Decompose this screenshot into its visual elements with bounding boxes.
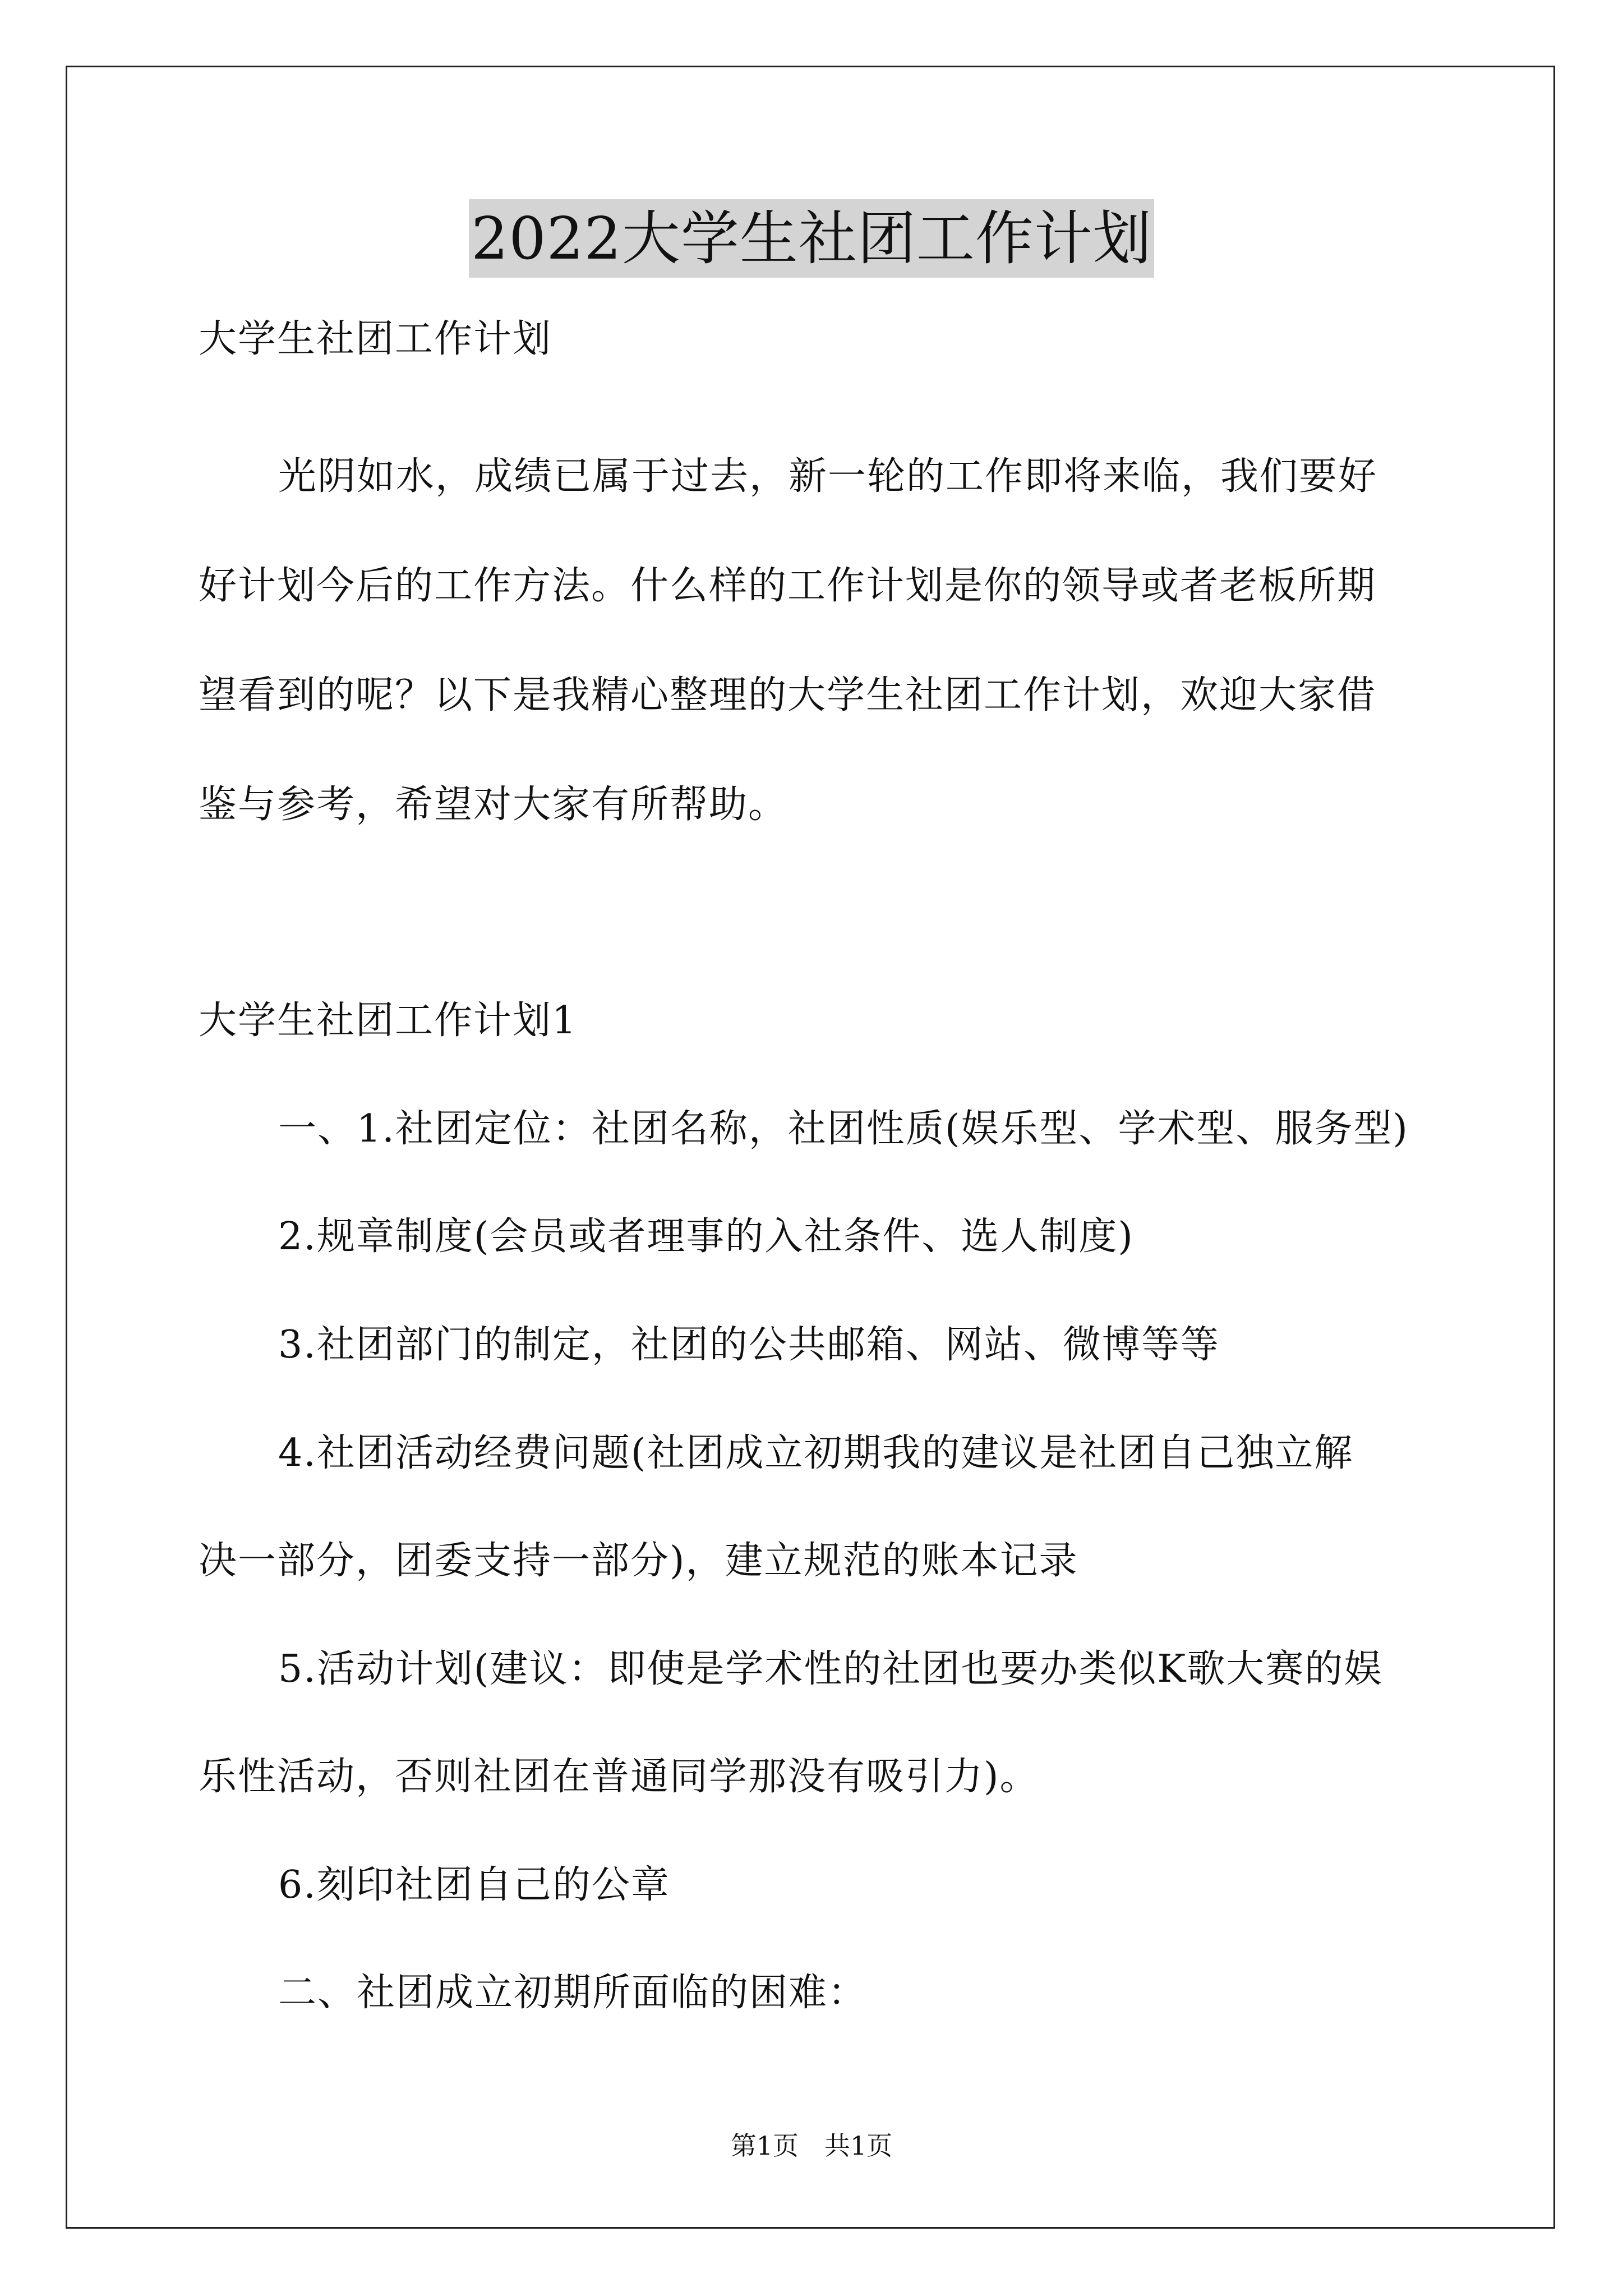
body-line: 决一部分，团委支持一部分)，建立规范的账本记录 [199, 1539, 1078, 1583]
document-title [0, 199, 1623, 278]
intro-line: 好计划今后的工作方法。什么样的工作计划是你的领导或者老板所期 [199, 564, 1377, 608]
body-line: 4.社团活动经费问题(社团成立初期我的建议是社团自己独立解 [278, 1431, 1354, 1475]
intro-line: 光阴如水，成绩已属于过去，新一轮的工作即将来临，我们要好 [278, 454, 1378, 499]
page-footer: 第1页 共1页 [730, 2131, 893, 2161]
body-line: 5.活动计划(建议：即使是学术性的社团也要办类似K歌大赛的娱 [278, 1647, 1384, 1691]
body-line: 2.规章制度(会员或者理事的入社条件、选人制度) [278, 1214, 1134, 1259]
intro-line: 望看到的呢？以下是我精心整理的大学生社团工作计划，欢迎大家借 [199, 673, 1377, 717]
body-line: 二、社团成立初期所面临的困难： [278, 1971, 868, 2015]
document-subtitle: 大学生社团工作计划 [199, 317, 552, 361]
intro-line: 鉴与参考，希望对大家有所帮助。 [199, 783, 788, 827]
section-title: 大学生社团工作计划1 [199, 999, 578, 1043]
document-title-text: 2022大学生社团工作计划 [469, 199, 1154, 278]
body-line: 3.社团部门的制定，社团的公共邮箱、网站、微博等等 [278, 1323, 1220, 1367]
body-line: 6.刻印社团自己的公章 [278, 1863, 670, 1907]
body-line: 一、1.社团定位：社团名称，社团性质(娱乐型、学术型、服务型) [278, 1107, 1409, 1151]
body-line: 乐性活动，否则社团在普通同学那没有吸引力)。 [199, 1755, 1039, 1799]
